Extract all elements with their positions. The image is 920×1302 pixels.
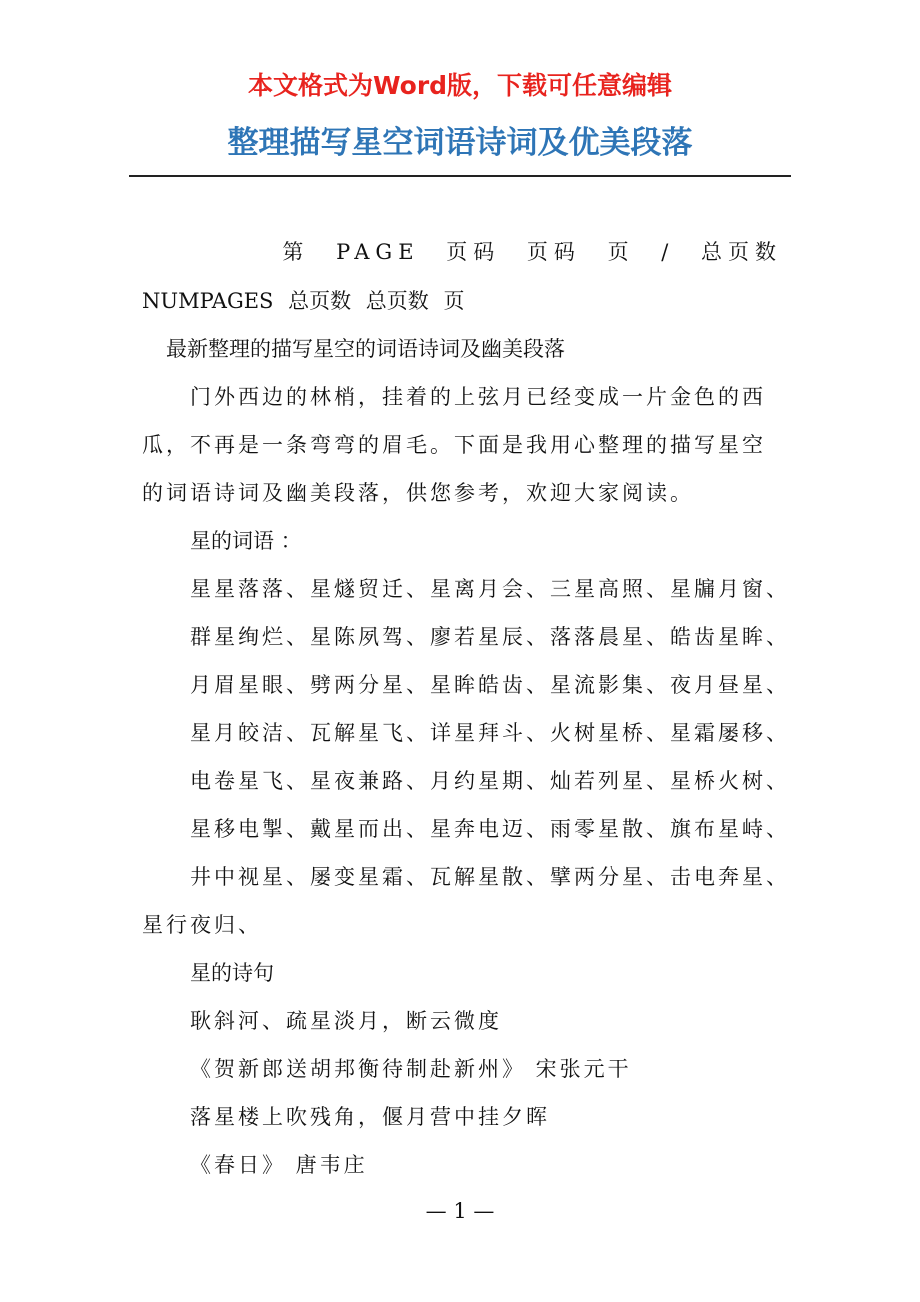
intro-line-1: 门外西边的林梢，挂着的上弦月已经变成一片金色的西 [190,385,766,409]
page-number: — 1 — [425,1199,495,1223]
words-row: 群星绚烂、星陈夙驾、廖若星辰、落落晨星、皓齿星眸、 [190,625,790,649]
words-row: 星月皎洁、瓦解星飞、详星拜斗、火树星桥、星霜屡移、 [190,721,790,745]
intro-line-2: 瓜，不再是一条弯弯的眉毛。下面是我用心整理的描写星空 [142,433,766,457]
title-divider [129,175,791,177]
poems-heading: 星的诗句 [190,961,274,985]
format-notice: 本文格式为Word版，下载可任意编辑 [247,71,673,100]
poem-line: 耿斜河、疏星淡月，断云微度 [190,1009,502,1033]
intro-line-3: 的词语诗词及幽美段落，供您参考，欢迎大家阅读。 [142,481,694,505]
words-row: 星移电掣、戴星而出、星奔电迈、雨零星散、旗布星峙、 [190,817,790,841]
article-subtitle: 最新整理的描写星空的词语诗词及幽美段落 [166,337,565,361]
document-title: 整理描写星空词语诗词及优美段落 [227,125,693,161]
words-heading: 星的词语 ： [190,529,302,553]
words-row: 电卷星飞、星夜兼路、月约星期、灿若列星、星桥火树、 [190,769,790,793]
words-row: 井中视星、屡变星霜、瓦解星散、擘两分星、击电奔星、 [190,865,790,889]
page-field-line-2: NUMPAGES 总页数 总页数 页 [142,289,465,313]
words-row: 星星落落、星燧贸迁、星离月会、三星高照、星牖月窗、 [190,577,790,601]
words-row: 月眉星眼、劈两分星、星眸皓齿、星流影集、夜月昼星、 [190,673,790,697]
words-row-tail: 星行夜归、 [142,913,262,937]
page-field-line-1: 第 PAGE 页码 页码 页 / 总页数 [282,240,782,264]
poem-source: 《春日》 唐韦庄 [190,1153,368,1177]
poem-source: 《贺新郎送胡邦衡待制赴新州》 宋张元干 [190,1057,632,1081]
poem-line: 落星楼上吹残角，偃月营中挂夕晖 [190,1105,550,1129]
